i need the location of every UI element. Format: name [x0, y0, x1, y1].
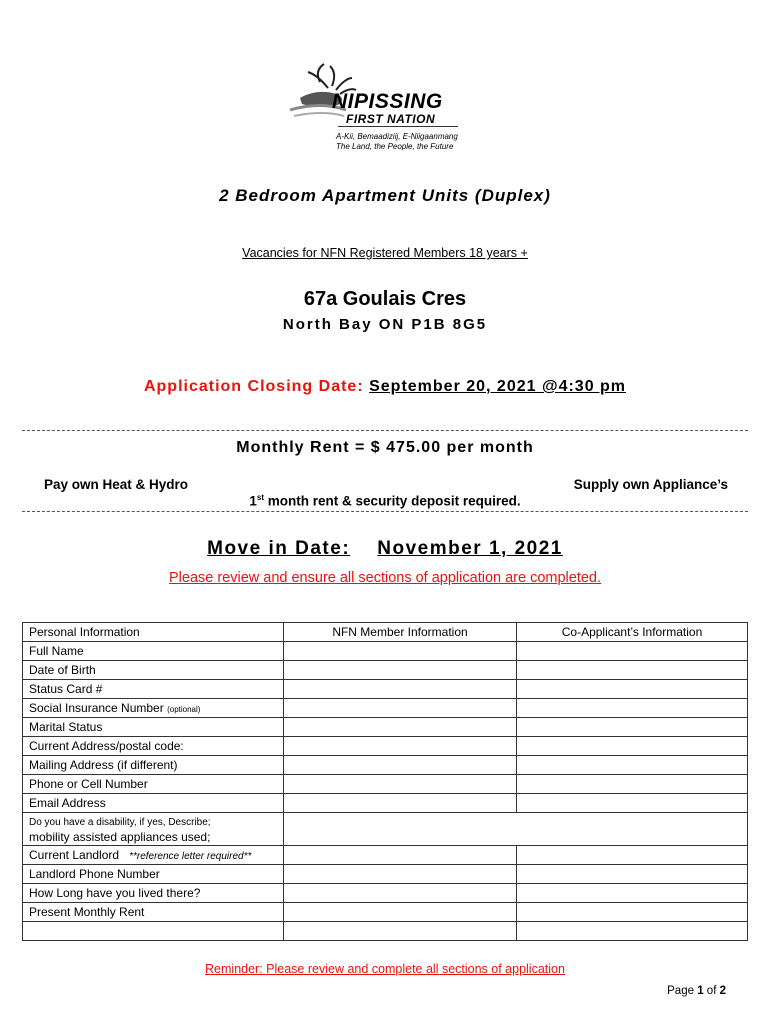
table-row	[23, 903, 748, 922]
closing-label: Application Closing Date	[143, 378, 358, 395]
closing-date-line: Application Closing Date: September 20, 2021 @4:30 pm	[143, 378, 627, 395]
header-personal-info: Personal Information	[23, 623, 284, 642]
row-label-present-rent: Present Monthly Rent	[23, 903, 284, 922]
page-number: Page 1 of 2	[667, 985, 726, 997]
logo-name-line2: FIRST NATION	[346, 112, 436, 126]
phone-member-cell[interactable]	[284, 775, 517, 794]
mailing-coapplicant-cell[interactable]	[517, 756, 748, 775]
table-row	[23, 846, 748, 865]
address-line-1: 67a Goulais Cres	[303, 288, 467, 310]
monthly-rent: Monthly Rent = $ 475.00 per month	[236, 439, 534, 456]
present-rent-member-cell[interactable]	[284, 903, 517, 922]
table-row	[23, 884, 748, 903]
header-nfn-member: NFN Member Information	[284, 623, 517, 642]
mailing-member-cell[interactable]	[284, 756, 517, 775]
row-label-dob: Date of Birth	[23, 661, 284, 680]
dob-member-cell[interactable]	[284, 661, 517, 680]
table-row	[23, 718, 748, 737]
landlord-coapplicant-cell[interactable]	[517, 846, 748, 865]
landlord-member-cell[interactable]	[284, 846, 517, 865]
header-co-applicant: Co-Applicant’s Information	[517, 623, 748, 642]
logo-name-line1: NIPISSING	[332, 90, 443, 113]
heat-hydro-note: Pay own Heat & Hydro	[44, 477, 189, 492]
address-line-2: North Bay ON P1B 8G5	[282, 316, 488, 333]
present-rent-coapplicant-cell[interactable]	[517, 903, 748, 922]
row-label-marital: Marital Status	[23, 718, 284, 737]
move-in-date	[0, 538, 770, 560]
how-long-coapplicant-cell[interactable]	[517, 884, 748, 903]
row-label-how-long: How Long have you lived there?	[23, 884, 284, 903]
row-label-mailing: Mailing Address (if different)	[23, 756, 284, 775]
table-row	[23, 865, 748, 884]
marital-member-cell[interactable]	[284, 718, 517, 737]
row-label-landlord-phone: Landlord Phone Number	[23, 865, 284, 884]
dob-coapplicant-cell[interactable]	[517, 661, 748, 680]
row-label-full-name: Full Name	[23, 642, 284, 661]
current-address-member-cell[interactable]	[284, 737, 517, 756]
reminder-notice: Reminder: Please review and complete all sections of application	[205, 962, 565, 976]
table-row	[23, 642, 748, 661]
rent-box	[22, 430, 748, 512]
row-label-sin: Social Insurance Number (optional)	[23, 699, 284, 718]
blank-member-cell[interactable]	[284, 922, 517, 941]
table-row	[23, 922, 748, 941]
status-card-coapplicant-cell[interactable]	[517, 680, 748, 699]
table-row	[23, 794, 748, 813]
blank-coapplicant-cell[interactable]	[517, 922, 748, 941]
document-title: 2 Bedroom Apartment Units (Duplex)	[219, 186, 551, 205]
move-in-value: November 1, 2021	[377, 538, 563, 559]
nfn-logo	[280, 60, 480, 160]
row-label-landlord: Current Landlord **reference letter required**	[23, 846, 284, 865]
closing-date: September 20, 2021 @4:30 pm	[369, 378, 627, 395]
email-coapplicant-cell[interactable]	[517, 794, 748, 813]
logo-tagline-1: A-Kii, Bemaadiziij, E-Niigaanmang	[336, 132, 458, 141]
row-label-email: Email Address	[23, 794, 284, 813]
landlord-phone-coapplicant-cell[interactable]	[517, 865, 748, 884]
row-label-status-card: Status Card #	[23, 680, 284, 699]
table-row	[23, 756, 748, 775]
current-address-coapplicant-cell[interactable]	[517, 737, 748, 756]
logo-underline	[338, 112, 458, 127]
row-label-current-address: Current Address/postal code:	[23, 737, 284, 756]
table-row	[23, 680, 748, 699]
phone-coapplicant-cell[interactable]	[517, 775, 748, 794]
email-member-cell[interactable]	[284, 794, 517, 813]
marital-coapplicant-cell[interactable]	[517, 718, 748, 737]
disability-cell[interactable]	[284, 813, 748, 846]
reference-letter-note: **reference letter required**	[129, 851, 252, 862]
sin-coapplicant-cell[interactable]	[517, 699, 748, 718]
sin-optional-note: (optional)	[167, 705, 201, 714]
row-label-disability: Do you have a disability, if yes, Describe; mobility assisted appliances used;	[23, 813, 284, 846]
status-card-member-cell[interactable]	[284, 680, 517, 699]
how-long-member-cell[interactable]	[284, 884, 517, 903]
logo-tagline-2: The Land, the People, the Future	[336, 142, 454, 151]
full-name-member-cell[interactable]	[284, 642, 517, 661]
sin-member-cell[interactable]	[284, 699, 517, 718]
table-row	[23, 775, 748, 794]
table-header-row	[23, 623, 748, 642]
table-row	[23, 813, 748, 846]
blank-label-cell	[23, 922, 284, 941]
full-name-coapplicant-cell[interactable]	[517, 642, 748, 661]
deposit-note: 1st month rent & security deposit required.	[249, 493, 521, 509]
table-row	[23, 699, 748, 718]
application-table	[22, 622, 748, 941]
landlord-phone-member-cell[interactable]	[284, 865, 517, 884]
row-label-phone: Phone or Cell Number	[23, 775, 284, 794]
review-notice: Please review and ensure all sections of application are completed.	[168, 570, 602, 586]
vacancies-notice: Vacancies for NFN Registered Members 18 years +	[242, 246, 528, 260]
move-in-label: Move in Date:	[207, 538, 351, 559]
table-row	[23, 661, 748, 680]
appliances-note: Supply own Appliance’s	[573, 477, 728, 492]
table-row	[23, 737, 748, 756]
